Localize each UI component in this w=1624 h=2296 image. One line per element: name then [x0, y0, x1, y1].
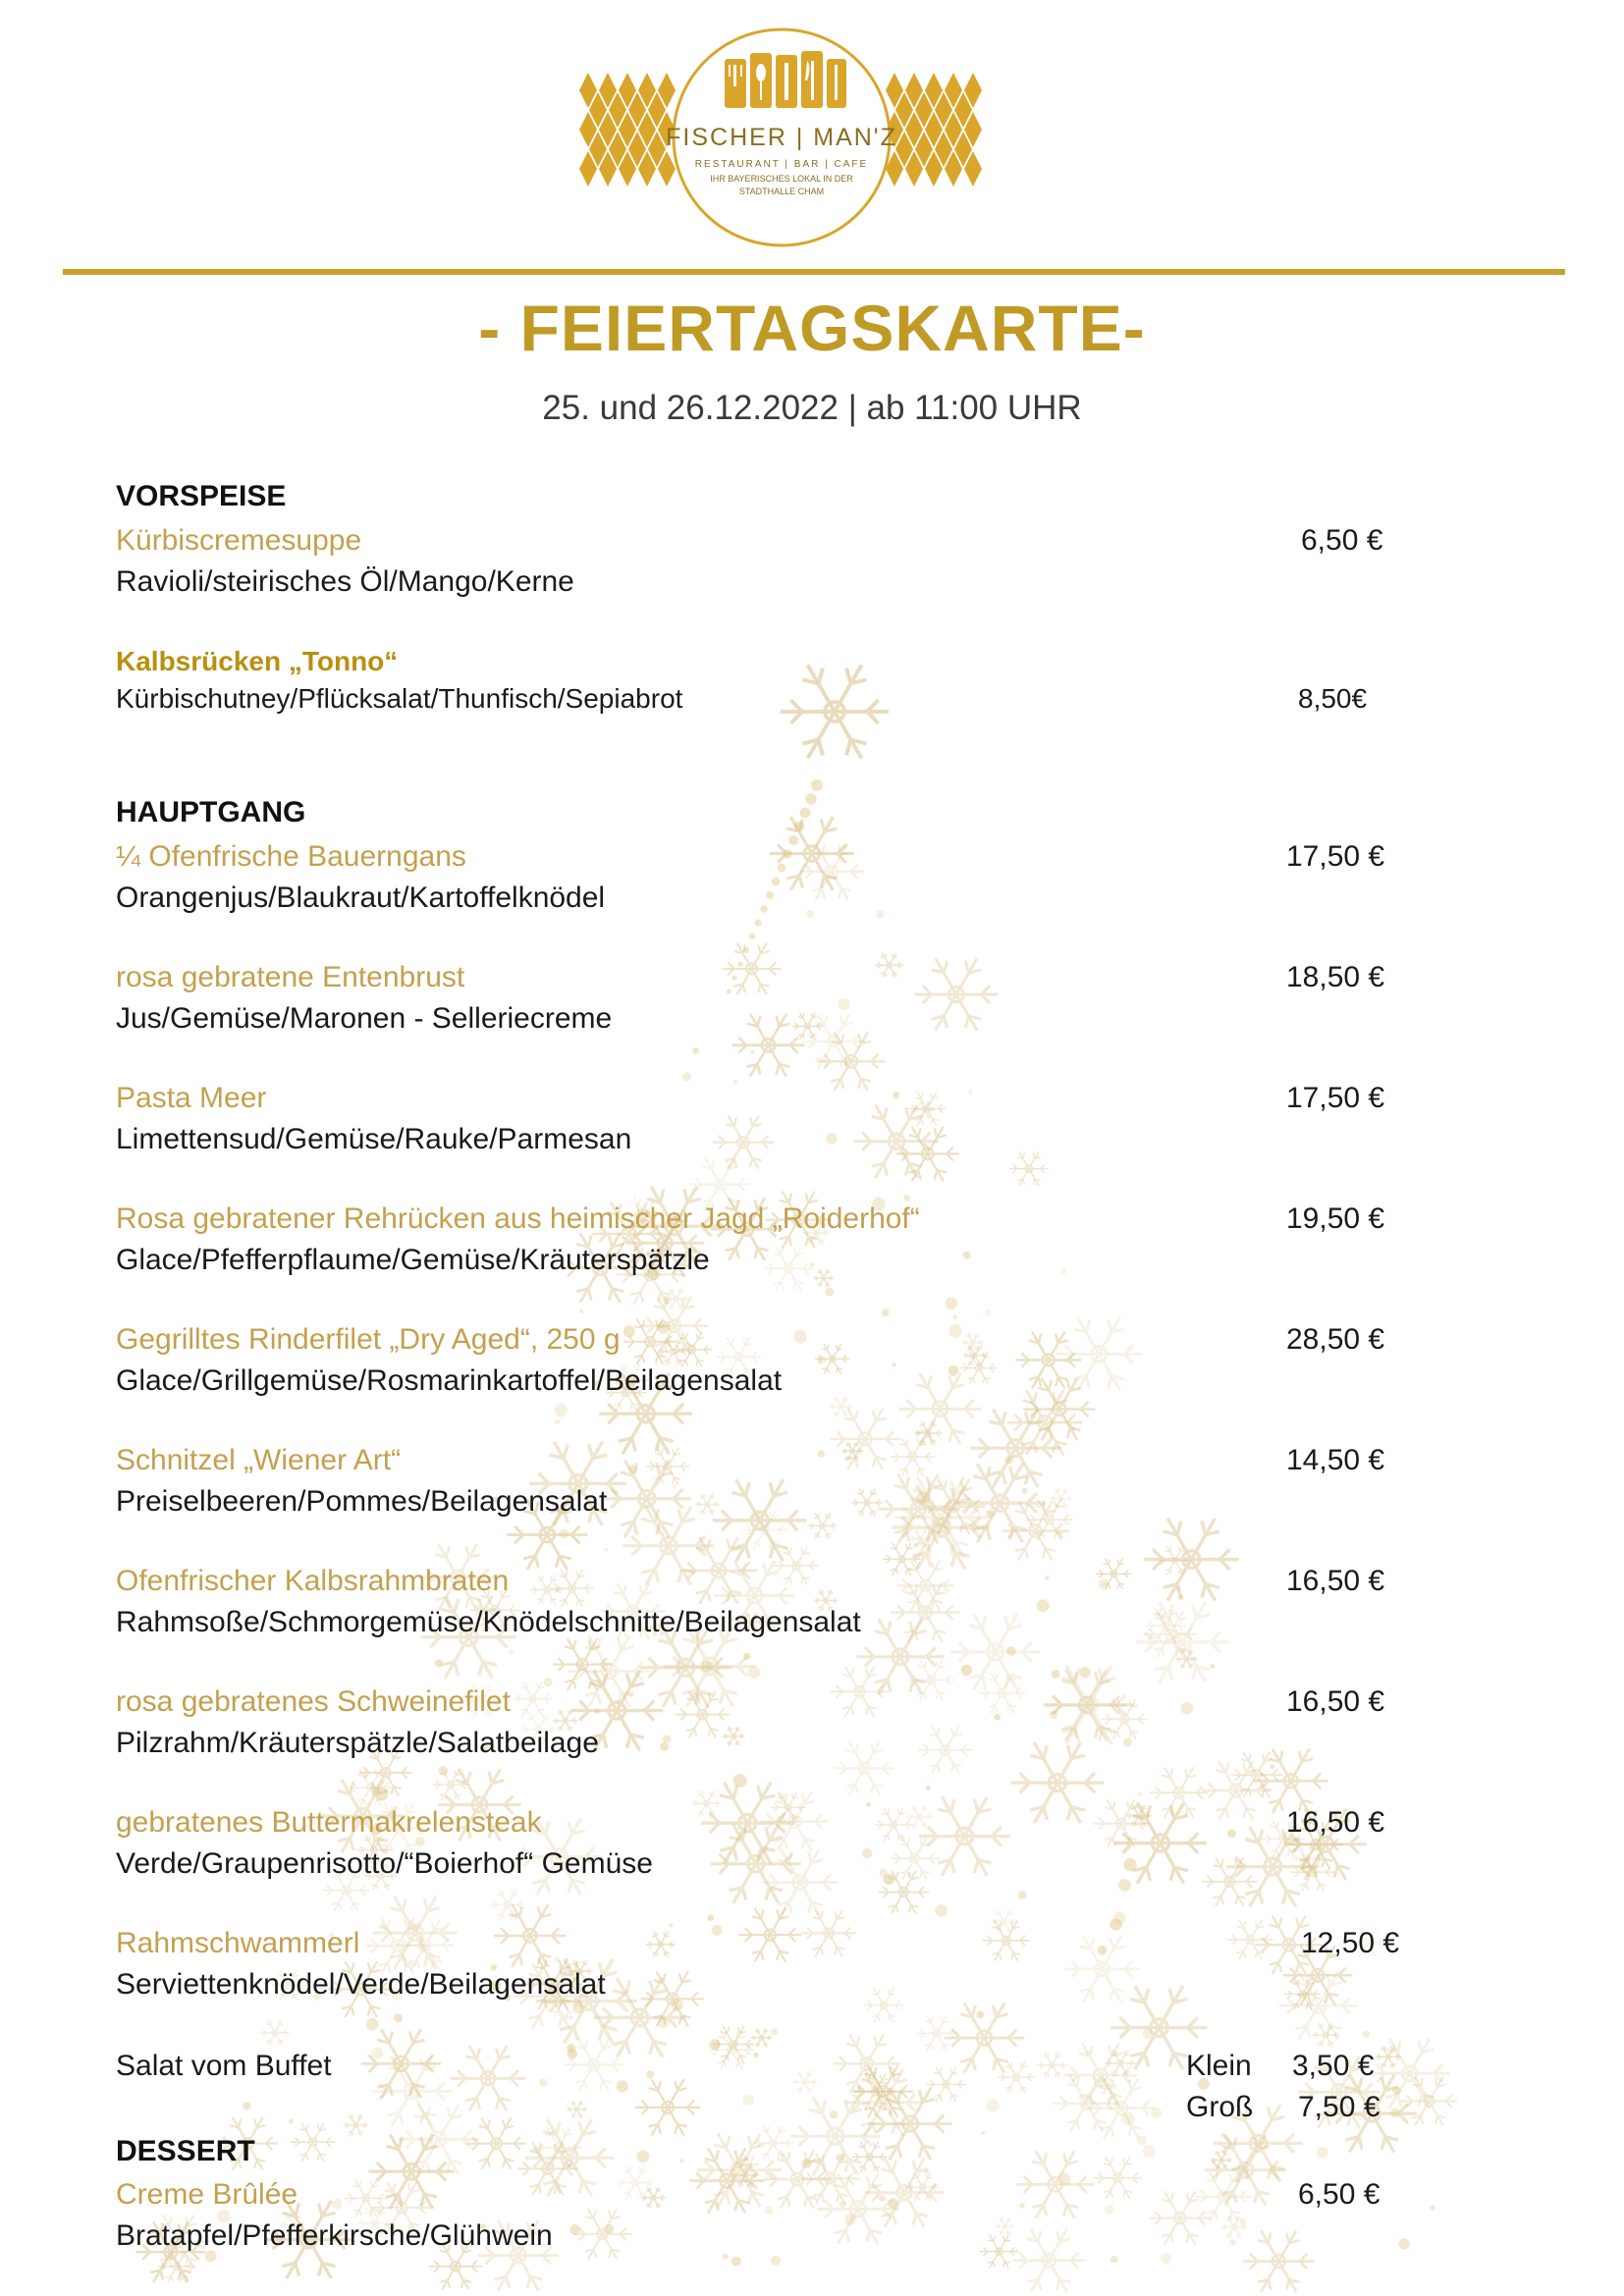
ornament-dot: [712, 1925, 723, 1936]
snowflake-icon: [1015, 1332, 1081, 1389]
ornament-dot: [733, 1774, 747, 1788]
ornament-dot: [806, 910, 814, 918]
ornament-dot: [1052, 1670, 1060, 1679]
ornament-dot: [1210, 1664, 1215, 1669]
ornament-dot: [982, 2131, 986, 2135]
snowflake-icon: [1056, 1317, 1141, 1391]
ornament-dot: [778, 864, 786, 873]
ornament-dot: [539, 2079, 547, 2087]
left-diamond-pattern-icon: [579, 73, 676, 187]
ornament-dot: [1110, 1918, 1121, 1930]
ornament-dot: [1019, 2203, 1024, 2208]
ornament-dot: [903, 1195, 910, 1201]
ornament-dot: [1061, 1268, 1067, 1274]
snowflake-icon: [291, 2123, 335, 2162]
snowflake-icon: [1144, 1519, 1239, 1601]
snowflake-icon: [344, 2114, 368, 2136]
snowflake-icon: [781, 665, 889, 758]
snowflake-icon: [802, 1909, 856, 1956]
snowflake-icon: [856, 1619, 944, 1694]
ornament-dot: [749, 934, 756, 940]
ornament-dot: [1227, 1830, 1236, 1839]
ornament-dot: [1143, 2145, 1156, 2158]
ornament-dot: [394, 2013, 403, 2022]
snowflake-icon: [1016, 2151, 1094, 2218]
snowflake-icon: [760, 1791, 829, 1850]
snowflake-icon: [731, 1014, 804, 1077]
snowflake-icon: [573, 2209, 632, 2260]
snowflake-icon: [1149, 2191, 1211, 2245]
ornament-dot: [594, 1709, 599, 1714]
dish-description: Glace/Pfefferpflaume/Gemüse/Kräuterspätzle: [116, 1244, 710, 1276]
snowflake-icon: [1227, 1920, 1272, 1959]
ornament-dot: [707, 1914, 714, 1921]
ornament-dot: [1123, 1858, 1137, 1872]
ornament-dot: [559, 1529, 568, 1539]
snowflake-icon: [551, 1570, 594, 1607]
ornament-dot: [743, 1653, 750, 1660]
snowflake-icon: [1037, 2052, 1067, 2078]
dish-description: Verde/Graupenrisotto/“Boierhof“ Gemüse: [116, 1847, 653, 1880]
ornament-dot: [1239, 2218, 1246, 2225]
snowflake-icon: [918, 1727, 973, 1774]
snowflake-icon: [874, 1808, 913, 1842]
ornament-dot: [555, 1419, 560, 1424]
dish-name: Schnitzel „Wiener Art“: [116, 1444, 402, 1476]
dish-name: Gegrilltes Rinderfilet „Dry Aged“, 250 g: [116, 1323, 621, 1356]
ornament-dot: [682, 1072, 691, 1081]
salad-small-label: Klein: [1186, 2050, 1252, 2082]
ornament-dot: [967, 1090, 973, 1095]
snowflake-icon: [1050, 1489, 1072, 1509]
snowflake-icon: [692, 1790, 722, 1816]
ornament-dot: [771, 2256, 781, 2266]
ornament-dot: [554, 1404, 568, 1417]
dish-description: Orangenjus/Blaukraut/Kartoffelknödel: [116, 881, 606, 914]
ornament-dot: [669, 1923, 674, 1928]
snowflake-icon: [723, 1727, 744, 1745]
ornament-dot: [893, 1092, 899, 1098]
snowflake-icon: [834, 1742, 894, 1794]
snowflake-icon: [775, 1547, 819, 1585]
dish-price: 12,50 €: [1301, 1927, 1400, 1959]
logo-slogan: IHR BAYERISCHES LOKAL IN DER STADTHALLE CHAM: [710, 174, 853, 196]
dish-price: 6,50 €: [1301, 524, 1383, 557]
snowflake-icon: [808, 1513, 838, 1538]
dish-description: Pilzrahm/Kräuterspätzle/Salatbeilage: [116, 1727, 599, 1759]
ornament-dot: [569, 2224, 580, 2235]
ornament-dot: [925, 2169, 929, 2173]
ornament-dot: [1057, 2172, 1070, 2185]
snowflake-icon: [908, 1660, 955, 1700]
ornament-dot: [1123, 1738, 1132, 1747]
section-heading-dessert: DESSERT: [116, 2135, 255, 2167]
ornament-dot: [805, 793, 817, 805]
ornament-dot: [876, 910, 884, 918]
dish-price: 6,50 €: [1298, 2178, 1380, 2211]
page-title: - FEIERTAGSKARTE-: [478, 292, 1146, 364]
dish-price: 16,50 €: [1286, 1685, 1385, 1718]
header-divider: [63, 269, 1565, 275]
snowflake-icon: [722, 943, 781, 994]
ornament-dot: [1118, 1879, 1131, 1892]
ornament-dot: [1085, 2051, 1089, 2055]
dish-description: Rahmsoße/Schmorgemüse/Knödelschnitte/Beilagensalat: [116, 1606, 861, 1638]
dish-description: Jus/Gemüse/Maronen - Selleriecreme: [116, 1002, 613, 1035]
ornament-dot: [544, 1678, 553, 1686]
snowflake-icon: [451, 2046, 525, 2110]
snowflake-icon: [696, 2133, 781, 2207]
snowflake-icon: [830, 1409, 900, 1469]
ornament-dot: [579, 1309, 583, 1313]
snowflake-icon: [641, 2187, 666, 2208]
dish-name: rosa gebratenes Schweinefilet: [116, 1685, 511, 1718]
ornament-dot: [755, 920, 762, 927]
snowflake-icon: [998, 2061, 1035, 2094]
ornament-dot: [679, 2159, 684, 2163]
dish-name: Kalbsrücken „Tonno“: [116, 646, 399, 676]
dish-description: Kürbischutney/Pflücksalat/Thunfisch/Sepiabrot: [116, 683, 683, 714]
ornament-dot: [733, 1080, 737, 1084]
snowflake-icon: [1094, 2157, 1143, 2199]
right-diamond-pattern-icon: [886, 73, 982, 187]
snowflake-icon: [567, 2101, 587, 2118]
ornament-dot: [935, 1904, 947, 1917]
snowflake-icon: [914, 958, 998, 1030]
ornament-dot: [636, 2150, 649, 2163]
snowflake-icon: [695, 1494, 720, 1515]
ornament-dot: [1050, 1419, 1056, 1425]
ornament-dot: [1229, 2239, 1235, 2245]
ornament-dot: [882, 1308, 890, 1316]
dish-name: rosa gebratene Entenbrust: [116, 961, 465, 993]
snowflake-icon: [995, 2217, 1014, 2235]
ornament-dot: [732, 976, 737, 981]
dish-name: ¼ Ofenfrische Bauerngans: [116, 840, 466, 873]
snowflake-icon: [513, 1682, 552, 1716]
snowflake-icon: [646, 1932, 676, 1957]
ornament-dot: [764, 1847, 768, 1851]
snowflake-icon: [594, 1978, 685, 2057]
snowflake-icon: [713, 1115, 775, 1168]
ornament-dot: [985, 1309, 992, 1316]
dish-price: 28,50 €: [1286, 1323, 1385, 1356]
snowflake-icon: [709, 2030, 755, 2069]
ornament-dot: [646, 2070, 654, 2078]
ornament-dot: [663, 1296, 672, 1305]
dish-price: 19,50 €: [1286, 1202, 1385, 1235]
ornament-dot: [765, 2207, 773, 2215]
ornament-dot: [604, 1548, 608, 1552]
ornament-dot: [862, 1848, 873, 1859]
ornament-dot: [766, 891, 774, 899]
snowflake-icon: [829, 1397, 852, 1417]
snowflake-icon: [466, 2118, 525, 2169]
ornament-dot: [1110, 2256, 1118, 2264]
snowflake-icon: [763, 1247, 813, 1290]
ornament-dot: [1181, 1702, 1194, 1715]
dish-name: Rahmschwammerl: [116, 1927, 360, 1959]
ornament-dot: [660, 1742, 669, 1751]
snowflake-icon: [371, 2056, 453, 2127]
snowflake-icon: [799, 843, 864, 899]
ornament-dot: [332, 2199, 343, 2210]
snowflake-icon: [815, 1344, 849, 1373]
ornament-dot: [1045, 1575, 1050, 1580]
ornament-dot: [1161, 2253, 1171, 2264]
snowflake-icon: [791, 2071, 817, 2094]
salad-large-label: Groß: [1186, 2091, 1254, 2123]
ornament-dot: [743, 2095, 755, 2107]
ornament-dot: [1138, 1792, 1142, 1796]
snowflake-icon: [753, 2125, 793, 2161]
ornament-dot: [628, 1691, 634, 1697]
ornament-dot: [1098, 1946, 1108, 1955]
ornament-dot: [750, 1050, 754, 1054]
dish-name: Creme Brûlée: [116, 2178, 298, 2211]
ornament-dot: [825, 1287, 834, 1296]
ornament-dot: [567, 2044, 575, 2053]
dish-description: Limettensud/Gemüse/Rauke/Parmesan: [116, 1123, 632, 1155]
ornament-dot: [811, 779, 823, 791]
section-heading-hauptgang: HAUPTGANG: [116, 796, 306, 828]
ornament-dot: [1099, 1578, 1110, 1589]
dish-name: Pasta Meer: [116, 1082, 267, 1114]
ornament-dot: [961, 1665, 973, 1677]
dish-name: Rosa gebratener Rehrücken aus heimischer Jagd „Roiderhof“: [116, 1202, 920, 1235]
snowflake-icon: [814, 1269, 835, 1287]
snowflake-icon: [260, 2020, 290, 2046]
ornament-dot: [1037, 1599, 1050, 1612]
snowflake-icon: [1012, 2229, 1085, 2292]
snowflake-icon: [1202, 1857, 1257, 1905]
ornament-dot: [946, 1297, 958, 1309]
ornament-dot: [977, 2010, 985, 2018]
snowflake-icon: [616, 2165, 654, 2199]
ornament-dot: [838, 998, 849, 1010]
snowflake-icon: [1211, 2151, 1232, 2169]
dish-description: Preiselbeeren/Pommes/Beilagensalat: [116, 1485, 608, 1518]
ornament-dot: [1398, 2238, 1409, 2249]
snowflake-icon: [833, 2035, 900, 2094]
ornament-dot: [366, 2018, 379, 2031]
ornament-dot: [826, 1133, 837, 1144]
ornament-dot: [879, 2195, 886, 2202]
snowflake-icon: [1113, 1803, 1207, 1884]
ornament-dot: [948, 1365, 959, 1376]
dish-description: Serviettenknödel/Verde/Beilagensalat: [116, 1968, 606, 2001]
ornament-dot: [1006, 1646, 1016, 1656]
ornament-dot: [793, 1330, 807, 1344]
snowflake-icon: [1254, 1748, 1328, 1813]
snowflake-icon: [373, 1896, 458, 1969]
logo-slogan-wrapper: [703, 173, 860, 212]
ornament-dot: [617, 2080, 628, 2092]
ornament-dot: [727, 989, 731, 994]
ornament-dot: [866, 1802, 871, 1807]
ornament-dot: [673, 1484, 677, 1489]
snowflake-icon: [854, 1105, 939, 1178]
snowflake-icon: [603, 1461, 691, 1537]
page-subtitle: 25. und 26.12.2022 | ab 11:00 UHR: [542, 389, 1082, 427]
snowflake-icon: [713, 1479, 807, 1561]
snowflake-icon: [713, 2026, 755, 2062]
ornament-dot: [800, 808, 811, 819]
ornament-dot: [772, 878, 781, 886]
ornament-dot: [435, 1659, 443, 1667]
ornament-dot: [731, 2257, 741, 2267]
snowflake-icon: [494, 1904, 566, 1967]
ornament-dot: [748, 1666, 761, 1679]
ornament-dot: [986, 2099, 999, 2111]
snowflake-icon: [864, 1989, 903, 2022]
ornament-dot: [1363, 2031, 1370, 2038]
dish-price: 14,50 €: [1286, 1444, 1385, 1476]
ornament-dot: [818, 1450, 825, 1457]
section-heading-vorspeise: VORSPEISE: [116, 480, 287, 512]
ornament-dot: [884, 1874, 894, 1885]
snowflake-icon: [919, 1796, 1010, 1875]
ornament-dot: [509, 1649, 514, 1655]
dish-description: Bratapfel/Pfefferkirsche/Glühwein: [116, 2219, 553, 2252]
dish-price: 8,50€: [1298, 683, 1368, 714]
ornament-dot: [701, 1661, 713, 1673]
dish-price: 16,50 €: [1286, 1565, 1385, 1597]
ornament-dot: [1390, 2109, 1400, 2118]
snowflake-icon: [1009, 1151, 1049, 1186]
ornament-dot: [953, 1315, 957, 1319]
ornament-dot: [753, 2053, 759, 2058]
ornament-dot: [788, 835, 798, 845]
salad-small-price: 3,50 €: [1292, 2050, 1375, 2082]
snowflake-icon: [762, 1849, 838, 1915]
ornament-dot: [810, 1262, 815, 1267]
dish-price: 17,50 €: [1286, 840, 1385, 873]
ornament-dot: [1022, 1488, 1028, 1494]
snowflake-icon: [1023, 1378, 1095, 1440]
snowflake-icon: [851, 1489, 883, 1517]
ornament-dot: [963, 1252, 971, 1259]
ornament-dot: [692, 1047, 698, 1053]
salad-buffet-name: Salat vom Buffet: [116, 2050, 332, 2082]
dish-description: Glace/Grillgemüse/Rosmarinkartoffel/Beilagensalat: [116, 1364, 783, 1397]
logo-brand: FISCHER | MAN'Z: [666, 124, 897, 151]
ornament-dot: [605, 2224, 615, 2234]
ornament-dot: [1079, 1667, 1090, 1678]
ornament-dot: [243, 2102, 250, 2109]
ornament-dot: [771, 2028, 778, 2035]
snowflake-icon: [851, 2142, 887, 2172]
ornament-dot: [926, 1786, 931, 1790]
snowflake-icon: [891, 1438, 935, 1476]
dish-price: 18,50 €: [1286, 961, 1385, 993]
snowflake-icon: [896, 1561, 954, 1611]
snowflake-icon: [739, 1908, 801, 1962]
ornament-dot: [893, 1362, 896, 1366]
dish-name: Ofenfrischer Kalbsrahmbraten: [116, 1565, 510, 1597]
dish-name: Kürbiscremesuppe: [116, 524, 362, 557]
snowflake-icon: [980, 2235, 1018, 2269]
ornament-dot: [830, 2110, 839, 2119]
snowflake-icon: [831, 1667, 889, 1717]
salad-large-price: 7,50 €: [1298, 2091, 1380, 2123]
ornament-dot: [1271, 1765, 1274, 1769]
dish-price: 17,50 €: [1286, 1082, 1385, 1114]
ornament-dot: [994, 1714, 1001, 1721]
dish-description: Ravioli/steirisches Öl/Mango/Kerne: [116, 565, 574, 598]
snowflake-icon: [875, 953, 903, 978]
ornament-dot: [555, 1957, 560, 1962]
logo-tagline: RESTAURANT | BAR | CAFE: [694, 159, 869, 170]
ornament-dot: [1430, 2205, 1435, 2211]
snowflake-icon: [1243, 2230, 1314, 2291]
snowflake-icon: [635, 2079, 700, 2135]
snowflake-icon: [962, 1345, 987, 1366]
ornament-dot: [628, 1465, 637, 1473]
cutlery-icon: [725, 51, 846, 108]
ornament-dot: [760, 905, 768, 913]
snowflake-icon: [1401, 2077, 1458, 2126]
ornament-dot: [737, 961, 743, 967]
dish-price: 16,50 €: [1286, 1806, 1385, 1839]
ornament-dot: [1317, 2147, 1328, 2159]
ornament-dot: [948, 1324, 962, 1338]
ornament-dot: [723, 2254, 729, 2260]
ornament-dot: [1105, 2205, 1113, 2214]
snowflake-icon: [926, 2067, 966, 2102]
snowflake-icon: [1011, 1742, 1104, 1823]
ornament-dot: [371, 2047, 383, 2058]
ornament-dot: [289, 2118, 294, 2123]
ornament-dot: [663, 1735, 672, 1743]
ornament-dot: [1018, 1891, 1027, 1899]
dish-name: gebratenes Buttermakrelensteak: [116, 1806, 542, 1839]
restaurant-logo: [575, 22, 988, 255]
